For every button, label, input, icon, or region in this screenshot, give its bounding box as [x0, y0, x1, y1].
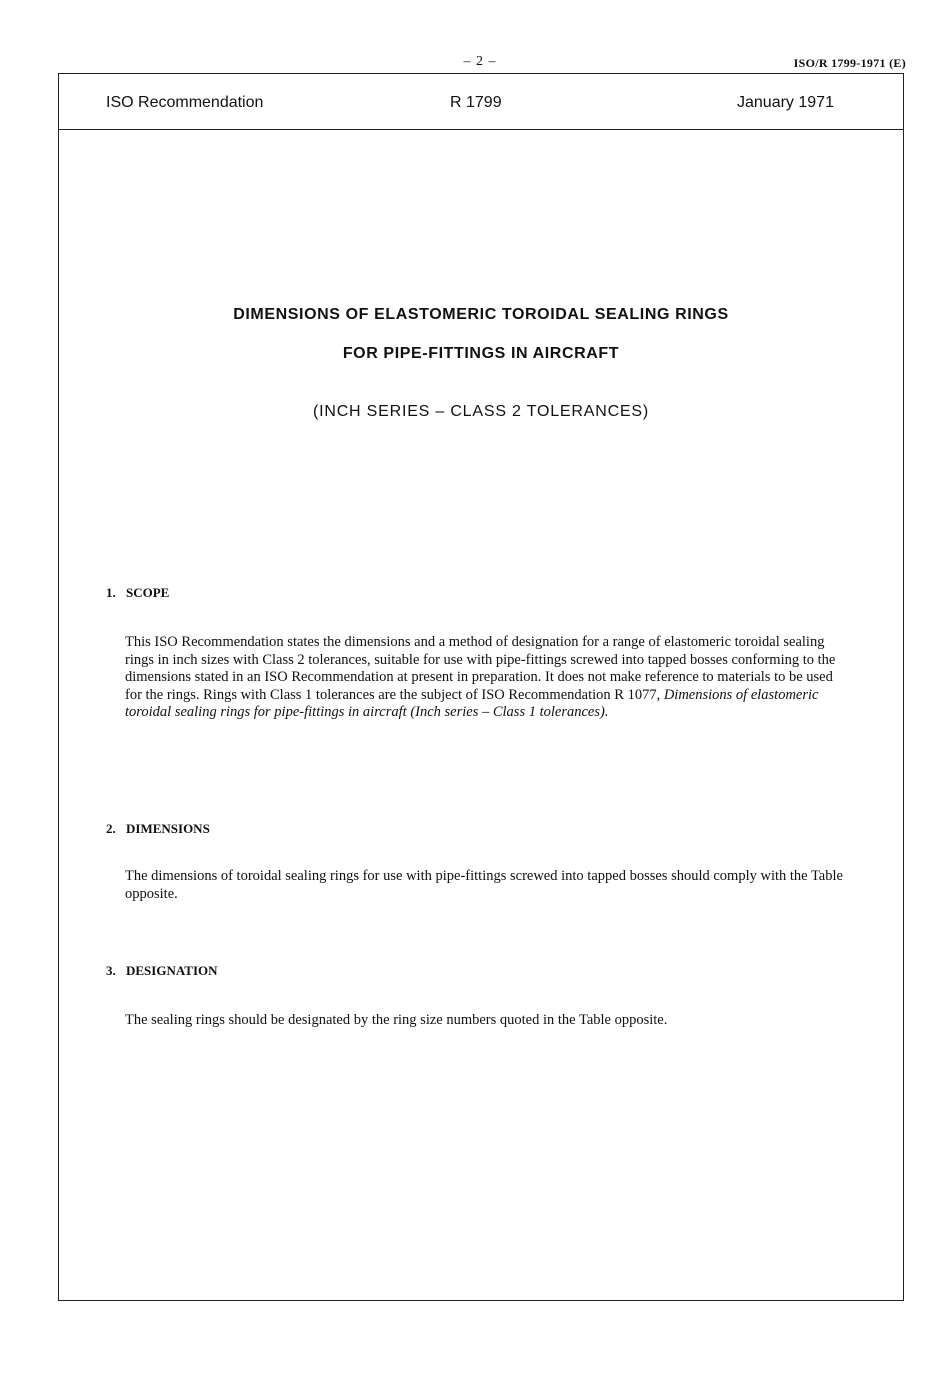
section-title: DIMENSIONS	[126, 821, 210, 836]
section-title: SCOPE	[126, 585, 170, 600]
header-recommendation-number: R 1799	[450, 94, 502, 111]
section-title: DESIGNATION	[126, 963, 218, 978]
scope-text: This ISO Recommendation states the dimensions and a method of designation for a range of elastomeric toroidal sealing rings in inch sizes with Class 2 tolerances, suitable for use with pipe-fittings screwed into tapped bosses conforming to the dimensions stated in an ISO Recommendation at present in preparation. It does not make reference to materials to be used for the rings. Rings with Class 1 tolerances are the subject of ISO Recommendation R 1077,	[125, 634, 836, 703]
header-date: January 1971	[737, 94, 834, 111]
section-heading-dimensions	[106, 821, 210, 837]
section-body-scope	[125, 634, 845, 722]
section-heading-scope	[106, 585, 169, 601]
document-title-line-2: FOR PIPE-FITTINGS IN AIRCRAFT	[342, 345, 620, 362]
header-publication-type: ISO Recommendation	[106, 94, 264, 111]
document-title-line-1: DIMENSIONS OF ELASTOMERIC TOROIDAL SEALING RINGS	[233, 306, 729, 323]
document-reference: ISO/R 1799-1971 (E)	[793, 56, 906, 70]
document-subtitle: (INCH SERIES – CLASS 2 TOLERANCES)	[312, 403, 650, 420]
section-heading-designation	[106, 963, 218, 979]
page-number: – 2 –	[463, 54, 497, 69]
scope-referenced-title: Dimensions of elastomeric toroidal sealing rings for pipe-fittings in aircraft (Inch series – Class 1 tolerances).	[125, 686, 819, 720]
section-number: 2.	[106, 821, 116, 836]
section-number: 1.	[106, 585, 116, 600]
section-number: 3.	[106, 963, 116, 978]
page-frame	[58, 73, 904, 1301]
header-band	[59, 74, 903, 130]
section-body-dimensions: The dimensions of toroidal sealing rings for use with pipe-fittings screwed into tapped bosses should comply with the Table opposite.	[125, 868, 843, 902]
section-body-designation: The sealing rings should be designated by the ring size numbers quoted in the Table opposite.	[125, 1012, 668, 1028]
